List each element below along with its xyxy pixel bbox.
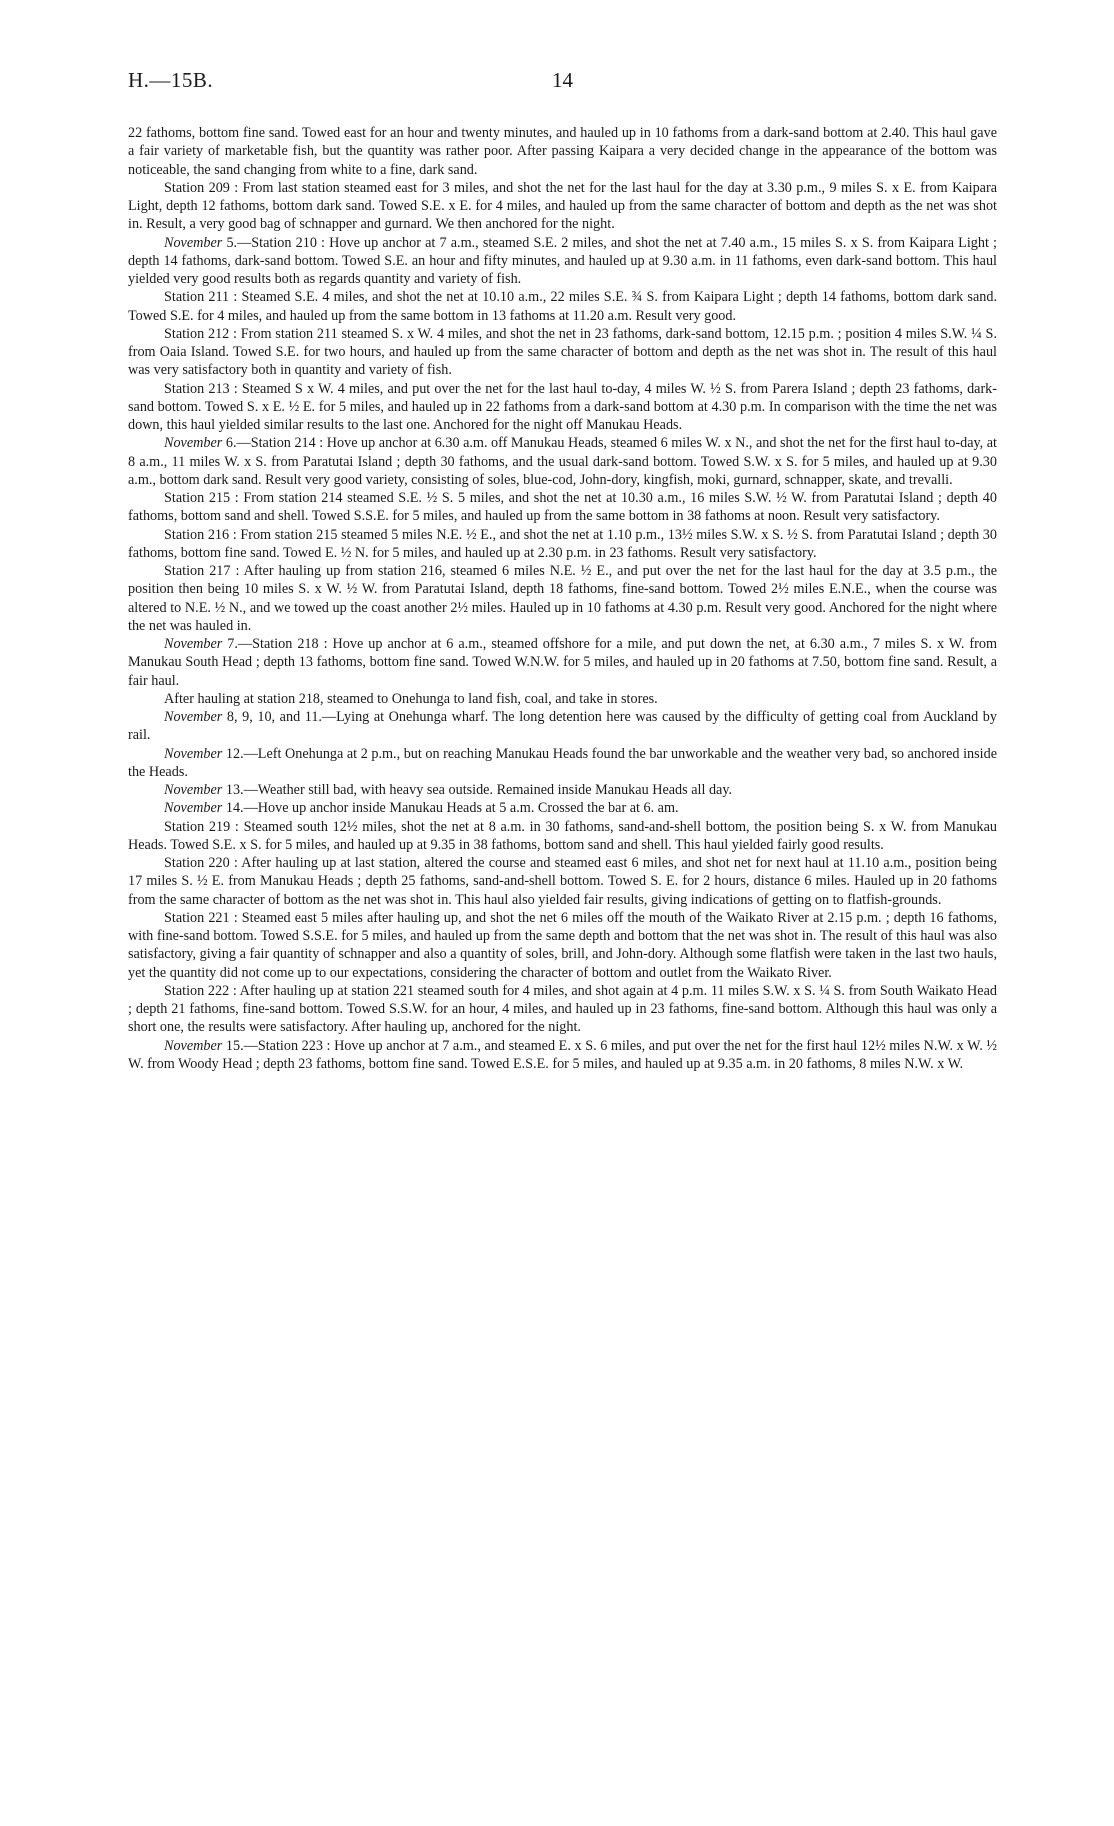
paragraph-text: After hauling at station 218, steamed to Onehunga to land fish, coal, and take in stores. bbox=[164, 690, 658, 707]
paragraph bbox=[128, 781, 997, 799]
paragraph-text: Station 209 : From last station steamed east for 3 miles, and shot the net for the last haul for the day at 3.30 p.m., 9 miles S. x E. from Kaipara Light, depth 12 fathoms, bottom dark sand. Towed S.E. x E. for 4 miles, and hauled up from the same character of bottom and depth as the net was shot in. Result, a very good bag of schnapper and gurnard. We then anchored for the night. bbox=[128, 179, 997, 233]
paragraph-text: Station 221 : Steamed east 5 miles after hauling up, and shot the net 6 miles off the mouth of the Waikato River at 2.15 p.m. ; depth 16 fathoms, with fine-sand bottom. Towed S.S.E. for 5 miles, and hauled up from the same depth and bottom that the net was shot in. The result of this haul was also satisfactory, giving a fair quantity of schnapper and also a quantity of soles, brill, and John-dory. Although some flatfish were taken in the last two hauls, yet the quantity did not come up to our expectations, considering the character of bottom and outlet from the Waikato River. bbox=[128, 909, 997, 981]
paragraph bbox=[128, 745, 997, 782]
paragraph-lead: November bbox=[164, 800, 223, 817]
paragraph bbox=[128, 380, 997, 435]
paragraph bbox=[128, 489, 997, 526]
paragraph-text: 6.—Station 214 : Hove up anchor at 6.30 a.m. off Manukau Heads, steamed 6 miles W. x N., and shot the net for the first haul to-day, at 8 a.m., 11 miles W. x S. from Paratutai Island ; depth 30 fathoms, and the usual dark-sand bottom. Towed S.W. x S. for 5 miles, and hauled up at 9.30 a.m., bottom dark sand. Result very good variety, consisting of soles, blue-cod, John-dory, kingfish, moki, gurnard, schnapper, skate, and trevalli. bbox=[128, 435, 997, 488]
paragraph bbox=[128, 562, 997, 635]
paragraph-text: 7.—Station 218 : Hove up anchor at 6 a.m., steamed offshore for a mile, and put down the net, at 6.30 a.m., 7 miles S. x W. from Manukau South Head ; depth 13 fathoms, bottom fine sand. Towed W.N.W. for 5 miles, and hauled up in 20 fathoms at 7.50, bottom fine sand. Result, a fair haul. bbox=[128, 636, 997, 689]
paragraph bbox=[128, 982, 997, 1037]
body-text bbox=[128, 124, 997, 1073]
paragraph-text: 15.—Station 223 : Hove up anchor at 7 a.m., and steamed E. x S. 6 miles, and put over the net for the first haul 12½ miles N.W. x W. ½ W. from Woody Head ; depth 23 fathoms, bottom fine sand. Towed E.S.E. for 5 miles, and hauled up at 9.35 a.m. in 20 fathoms, 8 miles N.W. x W. bbox=[128, 1037, 997, 1072]
paragraph-lead: November bbox=[164, 782, 223, 798]
paragraph-text: 12.—Left Onehunga at 2 p.m., but on reaching Manukau Heads found the bar unworkable and the weather very bad, so anchored inside the Heads. bbox=[128, 745, 997, 780]
paragraph bbox=[128, 124, 997, 179]
paragraph bbox=[128, 234, 997, 289]
paragraph bbox=[128, 708, 997, 745]
paragraph bbox=[128, 1037, 997, 1074]
paragraph bbox=[128, 526, 997, 563]
paragraph bbox=[128, 434, 997, 489]
page-header bbox=[128, 68, 997, 98]
paragraph bbox=[128, 690, 997, 708]
paragraph-text: 8, 9, 10, and 11.—Lying at Onehunga wharf. The long detention here was caused by the difficulty of getting coal from Auckland by rail. bbox=[128, 709, 997, 744]
paragraph bbox=[128, 288, 997, 325]
paragraph-text: Station 213 : Steamed S x W. 4 miles, and put over the net for the last haul to-day, 4 miles W. ½ S. from Parera Island ; depth 23 fathoms, dark-sand bottom. Towed S. x E. ½ E. for 5 miles, and hauled up in 22 fathoms from a dark-sand bottom at 4.30 p.m. In comparison with the time the net was down, this haul yielded similar results to the last one. Anchored for the night off Manukau Heads. bbox=[128, 380, 997, 433]
paragraph-text: Station 222 : After hauling up at station 221 steamed south for 4 miles, and shot again at 4 p.m. 11 miles S.W. x S. ¼ S. from South Waikato Head ; depth 21 fathoms, fine-sand bottom. Towed S.S.W. for an hour, 4 miles, and hauled up in 23 fathoms, fine-sand bottom. Although this haul was only a short one, the results were satisfactory. After hauling up, anchored for the night. bbox=[128, 982, 997, 1036]
document-reference: H.—15B. bbox=[128, 68, 214, 92]
paragraph-text: Station 212 : From station 211 steamed S. x W. 4 miles, and shot the net in 23 fathoms, dark-sand bottom, 12.15 p.m. ; position 4 miles S.W. ¼ S. from Oaia Island. Towed S.E. for two hours, and hauled up from the same character of bottom and depth as the net was shot in. The result of this haul was very satisfactory both in quantity and variety of fish. bbox=[128, 325, 997, 379]
paragraph bbox=[128, 818, 997, 855]
paragraph-text: 22 fathoms, bottom fine sand. Towed east for an hour and twenty minutes, and hauled up in 10 fathoms from a dark-sand bottom at 2.40. This haul gave a fair variety of marketable fish, but the quantity was rather poor. After passing Kaipara a very decided change in the appearance of the bottom was noticeable, the sand changing from white to a fine, dark sand. bbox=[128, 125, 997, 178]
paragraph bbox=[128, 909, 997, 982]
paragraph bbox=[128, 854, 997, 909]
paragraph bbox=[128, 325, 997, 380]
paragraph-text: Station 216 : From station 215 steamed 5 miles N.E. ½ E., and shot the net at 1.10 p.m., 13½ miles S.W. x S. ½ S. from Paratutai Island ; depth 30 fathoms, bottom fine sand. Towed E. ½ N. for 5 miles, and hauled up at 2.30 p.m. in 23 fathoms. Result very satisfactory. bbox=[128, 526, 997, 561]
paragraph bbox=[128, 799, 997, 817]
paragraph-text: Station 217 : After hauling up from station 216, steamed 6 miles N.E. ½ E., and put over the net for the last haul for the day at 3.5 p.m., the position then being 10 miles S. x W. ½ W. from Paratutai Island, depth 18 fathoms, fine-sand bottom. Towed 2½ miles E.N.E., when the course was altered to N.E. ½ N., and we towed up the coast another 2½ miles. Hauled up in 10 fathoms at 4.30 p.m. Result very good. Anchored for the night where the net was hauled in. bbox=[128, 563, 997, 634]
paragraph-lead: November bbox=[164, 1037, 223, 1054]
page-number: 14 bbox=[552, 68, 573, 92]
paragraph-text: 13.—Weather still bad, with heavy sea outside. Remained inside Manukau Heads all day. bbox=[222, 782, 733, 798]
paragraph-lead: November bbox=[164, 745, 223, 762]
paragraph-text: 5.—Station 210 : Hove up anchor at 7 a.m., steamed S.E. 2 miles, and shot the net at 7.40 a.m., 15 miles S. x S. from Kaipara Light ; depth 14 fathoms, dark-sand bottom. Towed S.E. an hour and fifty minutes, and hauled up at 9.30 a.m. in 11 fathoms, even dark-sand bottom. This haul yielded very good results both as regards quantity and variety of fish. bbox=[128, 234, 997, 287]
paragraph-text: Station 220 : After hauling up at last station, altered the course and steamed east 6 miles, and shot net for next haul at 11.10 a.m., position being 17 miles S. ½ E. from Manukau Heads ; depth 25 fathoms, sand-and-shell bottom. Towed S. E. for 2 hours, distance 6 miles. Hauled up in 20 fathoms from the same character of bottom as the net was shot in. This haul also yielded fair results, giving indications of getting on to flatfish-grounds. bbox=[128, 855, 997, 908]
paragraph bbox=[128, 635, 997, 690]
paragraph-text: Station 215 : From station 214 steamed S.E. ½ S. 5 miles, and shot the net at 10.30 a.m., 16 miles S.W. ½ W. from Paratutai Island ; depth 40 fathoms, bottom sand and shell. Towed S.S.E. for 5 miles, and hauled up from the same bottom in 38 fathoms at noon. Result very satisfactory. bbox=[128, 490, 997, 525]
paragraph-text: Station 211 : Steamed S.E. 4 miles, and shot the net at 10.10 a.m., 22 miles S.E. ¾ S. from Kaipara Light ; depth 14 fathoms, bottom dark sand. Towed S.E. for 4 miles, and hauled up from the same bottom in 13 fathoms at 11.20 a.m. Result very good. bbox=[128, 289, 997, 324]
paragraph bbox=[128, 179, 997, 234]
paragraph-lead: November bbox=[164, 636, 223, 652]
paragraph-lead: November bbox=[164, 709, 223, 725]
paragraph-lead: November bbox=[164, 234, 223, 251]
paragraph-text: 14.—Hove up anchor inside Manukau Heads at 5 a.m. Crossed the bar at 6. am. bbox=[222, 800, 679, 817]
paragraph-lead: November bbox=[164, 435, 223, 452]
paragraph-text: Station 219 : Steamed south 12½ miles, shot the net at 8 a.m. in 30 fathoms, sand-and-shell bottom, the position being S. x W. from Manukau Heads. Towed S.E. x S. for 5 miles, and hauled up at 9.35 in 38 fathoms, bottom sand and shell. This haul yielded fairly good results. bbox=[128, 818, 997, 853]
